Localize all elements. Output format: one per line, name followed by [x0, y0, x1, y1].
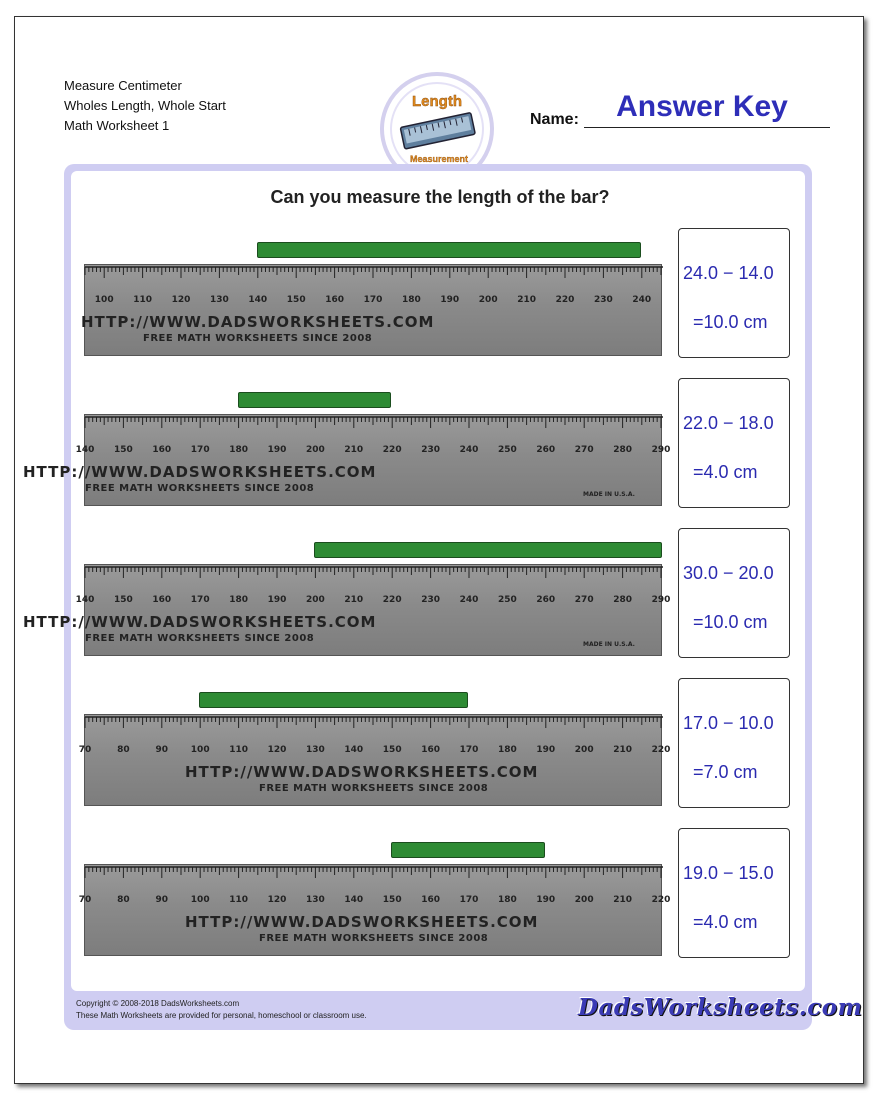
- ruler-tick-label: 190: [267, 445, 287, 455]
- ruler-tick-label: 160: [421, 895, 440, 905]
- ruler-scale: [75, 415, 671, 455]
- ruler-scale: [78, 715, 671, 755]
- ruler-tick-label: 200: [574, 895, 594, 905]
- ruler-tick-label: 170: [363, 295, 383, 305]
- ruler-tick-label: 250: [498, 445, 517, 455]
- ruler-site-url: HTTP://WWW.DADSWORKSHEETS.COM: [185, 913, 539, 931]
- problem-row: [0, 528, 880, 658]
- measure-bar: [391, 842, 545, 858]
- answer-key-text: Answer Key: [616, 90, 788, 123]
- ruler-site-url: HTTP://WWW.DADSWORKSHEETS.COM: [23, 613, 377, 631]
- ruler-tick-label: 290: [651, 595, 671, 605]
- answer-box: [678, 828, 790, 958]
- ruler-tick-label: 140: [344, 745, 364, 755]
- answer-box: [678, 528, 790, 658]
- ruler-tick-label: 220: [382, 595, 402, 605]
- ruler-site-url: HTTP://WWW.DADSWORKSHEETS.COM: [23, 463, 377, 481]
- ruler-tick-label: 290: [651, 445, 671, 455]
- ruler: [23, 414, 671, 506]
- ruler-tick-label: 230: [421, 445, 440, 455]
- ruler-tick-label: 150: [382, 745, 402, 755]
- ruler-tick-label: 80: [117, 895, 130, 905]
- ruler-tick-label: 260: [536, 595, 556, 605]
- measure-bar: [257, 242, 641, 258]
- ruler-tick-label: 160: [421, 745, 440, 755]
- ruler-tick-label: 140: [75, 445, 95, 455]
- header-line-1: Measure Centimeter: [64, 78, 182, 93]
- answer-subtraction: 17.0 − 10.0: [683, 713, 774, 733]
- ruler-tick-label: 150: [114, 595, 133, 605]
- answer-result: =4.0 cm: [693, 462, 758, 482]
- ruler-tick-label: 200: [306, 595, 325, 605]
- answer-subtraction: 19.0 − 15.0: [683, 863, 774, 883]
- ruler-tick-label: 140: [344, 895, 364, 905]
- ruler-scale: [78, 865, 671, 905]
- ruler-tick-label: 100: [190, 745, 210, 755]
- ruler: [78, 714, 671, 806]
- ruler-tick-label: 210: [613, 745, 632, 755]
- ruler-site-url: HTTP://WWW.DADSWORKSHEETS.COM: [81, 313, 435, 331]
- ruler-tick-label: 150: [114, 445, 133, 455]
- ruler-tick-label: 180: [229, 445, 248, 455]
- ruler-tick-label: 190: [536, 895, 556, 905]
- ruler-tick-label: 120: [267, 745, 287, 755]
- ruler-tick-label: 220: [651, 745, 671, 755]
- ruler-tick-label: 210: [344, 595, 364, 605]
- copyright-text: Copyright © 2008-2018 DadsWorksheets.com: [76, 999, 240, 1008]
- answer-subtraction: 22.0 − 18.0: [683, 413, 774, 433]
- ruler-tick-label: 80: [117, 745, 130, 755]
- ruler-tick-label: 270: [574, 595, 594, 605]
- ruler-made-in: MADE IN U.S.A.: [583, 491, 635, 498]
- measure-bar: [238, 392, 392, 408]
- answer-box: [678, 228, 790, 358]
- name-label: Name:: [530, 111, 579, 128]
- ruler-tagline: FREE MATH WORKSHEETS SINCE 2008: [259, 783, 489, 794]
- worksheet-header: [64, 76, 226, 136]
- name-field-line: [584, 127, 830, 128]
- ruler-tick-label: 180: [229, 595, 248, 605]
- ruler-tick-label: 250: [498, 595, 517, 605]
- ruler-tick-label: 200: [478, 295, 498, 305]
- ruler-tick-label: 90: [155, 745, 169, 755]
- dadsworksheets-logo: DadsWorksheets.com: [578, 994, 863, 1021]
- logo-bottom-text: Measurement: [409, 154, 469, 164]
- problem-row: [0, 378, 880, 508]
- ruler-scale: [85, 265, 663, 305]
- ruler-tick-label: 70: [78, 895, 92, 905]
- ruler-tick-label: 90: [155, 895, 169, 905]
- answer-box: [678, 378, 790, 508]
- answer-result: =10.0 cm: [693, 612, 768, 632]
- answer-subtraction: 24.0 − 14.0: [683, 263, 774, 283]
- ruler-tick-label: 140: [248, 295, 268, 305]
- ruler-tick-label: 190: [536, 745, 556, 755]
- ruler-tick-label: 230: [594, 295, 613, 305]
- ruler-tick-label: 270: [574, 445, 594, 455]
- ruler-tick-label: 210: [517, 295, 536, 305]
- ruler-tick-label: 180: [402, 295, 421, 305]
- ruler-tick-label: 200: [574, 745, 594, 755]
- ruler-tick-label: 210: [344, 445, 364, 455]
- ruler-tick-label: 220: [555, 295, 575, 305]
- ruler-tick-label: 260: [536, 445, 556, 455]
- ruler: [78, 864, 671, 956]
- ruler-tick-label: 170: [190, 445, 210, 455]
- ruler-made-in: MADE IN U.S.A.: [583, 641, 635, 648]
- ruler-tick-label: 190: [440, 295, 460, 305]
- ruler-tick-label: 120: [267, 895, 287, 905]
- measure-bar: [199, 692, 468, 708]
- ruler-tagline: FREE MATH WORKSHEETS SINCE 2008: [85, 483, 315, 494]
- problem-row: [0, 678, 880, 808]
- ruler-tick-label: 220: [382, 445, 402, 455]
- ruler: [23, 564, 671, 656]
- ruler-tagline: FREE MATH WORKSHEETS SINCE 2008: [259, 933, 489, 944]
- problem-row: [0, 828, 880, 958]
- answer-subtraction: 30.0 − 20.0: [683, 563, 774, 583]
- ruler-tick-label: 70: [78, 745, 92, 755]
- ruler-tick-label: 280: [613, 595, 632, 605]
- ruler-tick-label: 100: [94, 295, 114, 305]
- answer-result: =7.0 cm: [693, 762, 758, 782]
- answer-result: =4.0 cm: [693, 912, 758, 932]
- header-line-2: Wholes Length, Whole Start: [64, 98, 226, 113]
- ruler: [81, 264, 662, 356]
- ruler-tick-label: 140: [75, 595, 95, 605]
- ruler-tick-label: 150: [286, 295, 306, 305]
- ruler-tick-label: 100: [190, 895, 210, 905]
- logo-top-text: Length: [412, 93, 462, 110]
- ruler-tick-label: 130: [306, 895, 325, 905]
- ruler-tick-label: 170: [459, 895, 479, 905]
- ruler-tick-label: 170: [190, 595, 210, 605]
- measure-bar: [314, 542, 662, 558]
- ruler-tick-label: 240: [632, 295, 652, 305]
- ruler-tick-label: 160: [152, 595, 172, 605]
- ruler-tick-label: 130: [306, 745, 325, 755]
- ruler-site-url: HTTP://WWW.DADSWORKSHEETS.COM: [185, 763, 539, 781]
- ruler-tick-label: 220: [651, 895, 671, 905]
- ruler-tick-label: 160: [152, 445, 172, 455]
- usage-notice: These Math Worksheets are provided for personal, homeschool or classroom use.: [76, 1011, 367, 1020]
- ruler-tick-label: 110: [229, 895, 248, 905]
- answer-box: [678, 678, 790, 808]
- ruler-tick-label: 110: [133, 295, 152, 305]
- answer-result: =10.0 cm: [693, 312, 768, 332]
- ruler-tagline: FREE MATH WORKSHEETS SINCE 2008: [143, 333, 373, 344]
- ruler-tick-label: 150: [382, 895, 402, 905]
- ruler-tick-label: 200: [306, 445, 325, 455]
- ruler-tick-label: 280: [613, 445, 632, 455]
- ruler-tick-label: 210: [613, 895, 632, 905]
- footer-copyright-block: [76, 998, 367, 1022]
- header-line-3: Math Worksheet 1: [64, 118, 170, 133]
- ruler-tagline: FREE MATH WORKSHEETS SINCE 2008: [85, 633, 315, 644]
- ruler-tick-label: 160: [325, 295, 344, 305]
- ruler-tick-label: 170: [459, 745, 479, 755]
- ruler-scale: [75, 565, 671, 605]
- ruler-tick-label: 130: [210, 295, 229, 305]
- ruler-tick-label: 240: [459, 445, 479, 455]
- ruler-tick-label: 240: [459, 595, 479, 605]
- ruler-tick-label: 180: [498, 745, 517, 755]
- ruler-tick-label: 230: [421, 595, 440, 605]
- ruler-tick-label: 190: [267, 595, 287, 605]
- problem-row: [0, 228, 880, 358]
- ruler-tick-label: 180: [498, 895, 517, 905]
- ruler-tick-label: 120: [171, 295, 191, 305]
- ruler-tick-label: 110: [229, 745, 248, 755]
- worksheet-title: Can you measure the length of the bar?: [270, 187, 610, 207]
